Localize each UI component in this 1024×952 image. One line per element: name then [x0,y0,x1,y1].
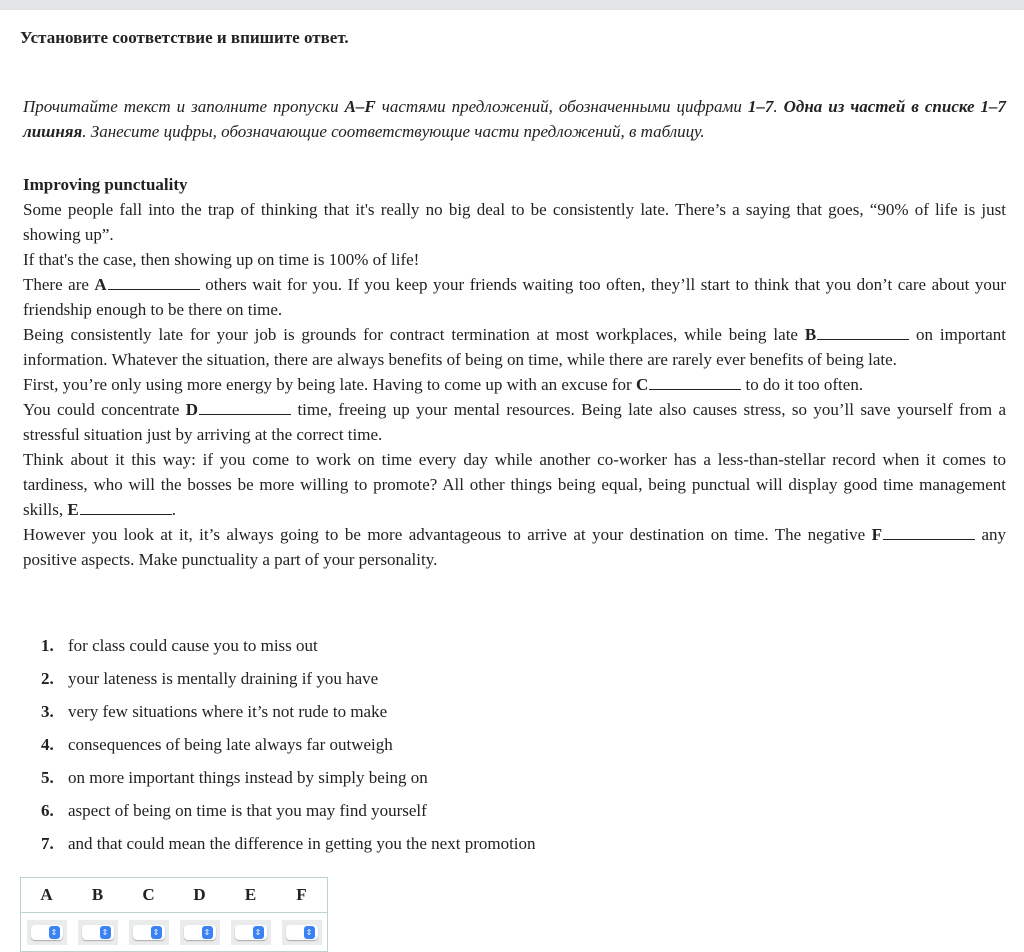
instr-text: . Занесите цифры, обозначающие соответствующие части предложений, в таблицу. [82,122,705,141]
paragraph [23,447,1006,522]
paragraph [23,522,1006,572]
text-span: First, you’re only using more energy by being late. Having to come up with an excuse for [23,375,636,394]
option-text: on more important things instead by simply being on [68,768,428,787]
gap-blank [883,523,975,540]
updown-chevron-icon: ⇕ [100,926,111,939]
gap-label-c: C [635,375,649,394]
text-span: Think about it this way: if you come to work on time every day while another co-worker has a less-than-stellar record when it comes to tardiness, who will the bosses be more willing to promote? All other things being equal, being punctual will display good time management skills, [23,450,1006,519]
instr-text: . [773,97,784,116]
gap-label-f: F [871,525,883,544]
reading-text [23,172,1006,572]
instr-bold: A–F [344,97,376,116]
text-span: . [171,500,176,519]
option-text: and that could mean the difference in getting you the next promotion [68,834,536,853]
list-item [41,735,1006,768]
paragraph [23,372,1006,397]
text-span: time, freeing up your mental resources. Being late also causes stress, so you’ll save yourself from a stressful situation just by arriving at the correct time. [23,400,1006,444]
answer-select-a[interactable] [27,920,67,945]
option-number: 5. [41,768,54,787]
text-span: However you look at it, it’s always going to be more advantageous to arrive at your destination on time. The negative [23,525,872,544]
updown-chevron-icon: ⇕ [253,926,264,939]
updown-chevron-icon: ⇕ [202,926,213,939]
updown-chevron-icon: ⇕ [304,926,315,939]
text-span: to do it too often. [741,375,864,394]
column-header-e: E [225,878,276,913]
column-header-d: D [174,878,225,913]
text-span: Being consistently late for your job is grounds for contract termination at most workplaces, while being late [23,325,805,344]
instruction [23,94,1006,144]
column-header-c: C [123,878,174,913]
option-text: your lateness is mentally draining if you have [68,669,379,688]
answer-select-b[interactable] [78,920,118,945]
option-number: 6. [41,801,54,820]
text-span: others wait for you. If you keep your friends waiting too often, they’ll start to think that you don’t care about your friendship enough to be there on time. [23,275,1007,319]
text-span: on important information. Whatever the situation, there are always benefits of being on time, while there are rarely ever benefits of being late. [23,325,1006,369]
gap-blank [817,323,909,340]
answer-select-d[interactable] [180,920,220,945]
paragraph [23,397,1006,447]
updown-chevron-icon: ⇕ [49,926,60,939]
option-text: aspect of being on time is that you may find yourself [68,801,427,820]
column-header-a: A [21,878,73,913]
paragraph: If that's the case, then showing up on time is 100% of life! [23,250,420,269]
task-heading: Установите соответствие и впишите ответ. [20,28,349,47]
options-list [23,636,1006,867]
gap-label-d: D [185,400,199,419]
list-item [41,801,1006,834]
instr-text: частями предложений, обозначенными цифрами [375,97,748,116]
list-item [41,768,1006,801]
updown-chevron-icon: ⇕ [151,926,162,939]
column-header-f: F [276,878,328,913]
column-header-b: B [72,878,123,913]
list-item [41,702,1006,735]
text-title: Improving punctuality [23,175,188,194]
instr-bold: 1–7 [747,97,774,116]
answer-select-f[interactable] [282,920,322,945]
option-text: for class could cause you to miss out [68,636,318,655]
gap-blank [649,373,741,390]
gap-label-a: A [94,275,107,294]
gap-blank [199,398,291,415]
top-bar [0,0,1024,10]
list-item [41,834,1006,867]
list-item [41,669,1006,702]
text-span: any positive aspects. Make punctuality a part of your personality. [23,525,1006,569]
paragraph: Some people fall into the trap of thinking that it's really no big deal to be consistently late. There’s a saying that goes, “90% of life is just showing up”. [23,200,1006,244]
option-number: 1. [41,636,54,655]
text-span: You could concentrate [23,400,186,419]
instr-text: Прочитайте текст и заполните пропуски [23,97,345,116]
option-text: very few situations where it’s not rude to make [68,702,388,721]
option-number: 2. [41,669,54,688]
option-number: 7. [41,834,54,853]
option-number: 3. [41,702,54,721]
gap-label-b: B [804,325,817,344]
paragraph [23,322,1006,372]
option-number: 4. [41,735,54,754]
list-item [41,636,1006,669]
option-text: consequences of being late always far outweigh [68,735,393,754]
gap-blank [80,498,172,515]
paragraph [23,272,1006,322]
text-span: There are [23,275,95,294]
instr-bold: Одна из частей в списке 1–7 лишняя [23,97,1007,141]
gap-blank [108,273,200,290]
answer-table [20,877,328,952]
answer-select-c[interactable] [129,920,169,945]
answer-select-e[interactable] [231,920,271,945]
gap-label-e: E [67,500,79,519]
